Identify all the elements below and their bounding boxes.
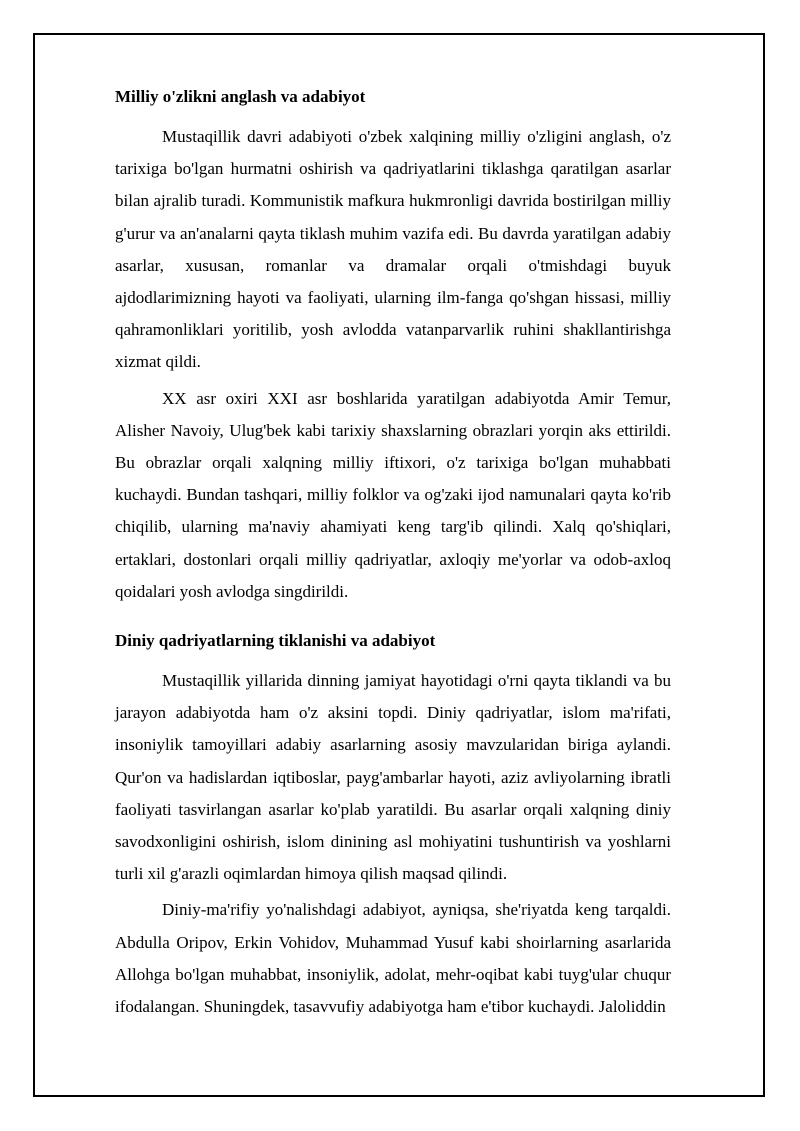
section-diniy-qadriyatlar	[115, 630, 671, 1023]
paragraph: XX asr oxiri XXI asr boshlarida yaratilgan adabiyotda Amir Temur, Alisher Navoiy, Ulug'bek kabi tarixiy shaxslarning obrazlari yorqin aks ettirildi. Bu obrazlar orqali xalqning milliy iftixori, o'z tarixiga bo'lgan muhabbati kuchaydi. Bundan tashqari, milliy folklor va og'zaki ijod namunalari qayta ko'rib chiqilib, ularning ma'naviy ahamiyati keng targ'ib qilindi. Xalq qo'shiqlari, ertaklari, dostonlari orqali milliy qadriyatlar, axloqiy me'yorlar va odob-axloq qoidalari yosh avlodga singdirildi.	[115, 388, 671, 601]
section-milliy-ozlik	[115, 86, 671, 608]
paragraph: Mustaqillik yillarida dinning jamiyat hayotidagi o'rni qayta tiklandi va bu jarayon adabiyotda ham o'z aksini topdi. Diniy qadriyatlar, islom ma'rifati, insoniylik tamoyillari adabiy asarlarning asosiy mavzularidan biriga aylandi. Qur'on va hadislardan iqtiboslar, payg'ambarlar hayoti, aziz avliyolarning ibratli faoliyati tasvirlangan asarlar ko'plab yaratildi. Bu asarlar orqali xalqning diniy savodxonligini oshirish, islom dinining asl mohiyatini tushuntirish va yoshlarni turli xil g'arazli oqimlardan himoya qilish maqsad qilindi.	[115, 671, 671, 884]
document-body	[115, 86, 671, 1027]
paragraph: Mustaqillik davri adabiyoti o'zbek xalqining milliy o'zligini anglash, o'z tarixiga bo'lgan hurmatni oshirish va qadriyatlarini tiklashga qaratilgan asarlar bilan ajralib turadi. Kommunistik mafkura hukmronligi davrida bostirilgan milliy g'urur va an'analarni qayta tiklash muhim vazifa edi. Bu davrda yaratilgan adabiy asarlar, xususan, romanlar va dramalar orqali o'tmishdagi buyuk ajdodlarimizning hayoti va faoliyati, ularning ilm-fanga qo'shgan hissasi, milliy qahramonliklari yoritilib, yosh avlodda vatanparvarlik ruhini shakllantirishga xizmat qildi.	[115, 127, 671, 372]
section-heading: Milliy o'zlikni anglash va adabiyot	[115, 87, 366, 106]
paragraph: Diniy-ma'rifiy yo'nalishdagi adabiyot, ayniqsa, she'riyatda keng tarqaldi. Abdulla Oripov, Erkin Vohidov, Muhammad Yusuf kabi shoirlarning asarlarida Allohga bo'lgan muhabbat, insoniylik, adolat, mehr-oqibat kabi tuyg'ular chuqur ifodalangan. Shuningdek, tasavvufiy adabiyotga ham e'tibor kuchaydi. Jaloliddin	[115, 900, 671, 1017]
section-heading: Diniy qadriyatlarning tiklanishi va adabiyot	[115, 631, 436, 651]
